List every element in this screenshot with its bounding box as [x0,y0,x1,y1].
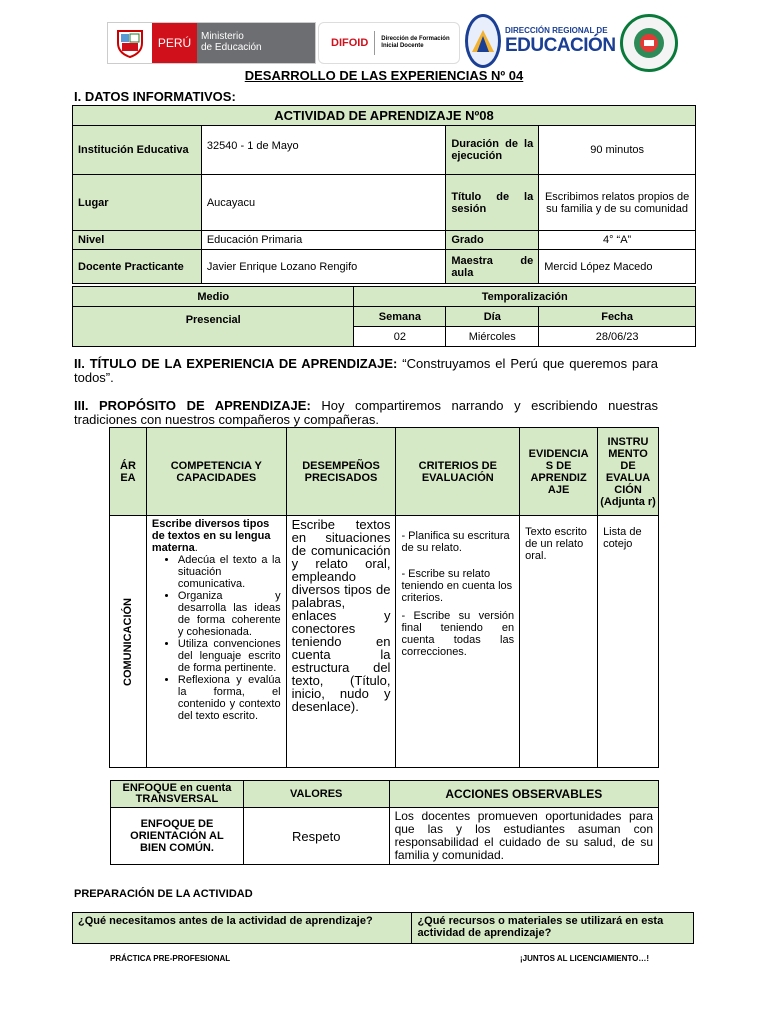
capacidades-list [152,554,281,722]
acciones-value: Los docentes promueven oportunidades para que las y los estudiantes asuman con responsabilidad el cuidado de su salud, de su familia y comunidad. [389,808,658,865]
fecha-label: Fecha [539,307,696,327]
h-competencia: COMPETENCIA Y CAPACIDADES [146,428,286,516]
maestra-label: Maestra de aula [446,250,539,284]
h-instrumento: INSTRU MENTO DE EVALUA CIÓN (Adjunta r) [598,428,659,516]
enfoque-table [110,780,659,865]
medio-label: Medio [73,287,354,307]
capacidad-item: • Utiliza convenciones del lenguaje escrito de forma pertinente. [178,638,281,674]
grado-label: Grado [446,231,539,250]
document-title: DESARROLLO DE LAS EXPERIENCIAS Nº 04 [244,68,524,83]
docente-value: Javier Enrique Lozano Rengifo [201,250,445,284]
criterio-item: - Planifica su escritura de su relato. [401,530,510,554]
titulo-value: Escribimos relatos propios de su familia y de su comunidad [539,175,696,231]
section-3-text: Hoy compartiremos narrando y escribiendo nuestras tradiciones con nuestros compañeros y compañeras. [74,398,659,427]
section-3 [74,399,658,427]
h-evidencias: EVIDENCIA S DE APRENDIZ AJE [520,428,598,516]
lugar-label: Lugar [73,175,202,231]
dre-logo [465,16,616,66]
criterios-cell [396,516,520,768]
nivel-label: Nivel [73,231,202,250]
fecha-value: 28/06/23 [539,327,696,347]
dre-small-label: DIRECCIÓN REGIONAL DE [505,25,608,35]
minedu-logo [107,22,316,64]
grado-value: 4° “A” [539,231,696,250]
temporal-table [72,286,696,347]
peru-label: PERÚ [152,23,197,63]
medio-value: Presencial [73,307,354,347]
competencia-cell: Escribe diversos tipos de textos en su lengua materna. • Adecúa el texto a la situación comunicativa. • Organiza y desarrolla las ideas de forma coherente y cohesionada. • Utiliza convenciones del lenguaje escrito de forma pertinente. • Reflexiona y evalúa la forma, el contenido y contexto del texto escrito. [146,516,286,768]
inst-value: 32540 - 1 de Mayo [201,126,445,175]
preparacion-q1: ¿Qué necesitamos antes de la actividad de aprendizaje? [73,913,412,944]
h-valores: VALORES [243,781,389,808]
ministerio-label: Ministerio de Educación [197,23,315,63]
enfoque-value: ENFOQUE DE ORIENTACIÓN AL BIEN COMÚN. [111,808,244,865]
competencias-table [109,427,659,768]
section-2 [74,357,658,385]
section-2-text: “Construyamos el Perú que queremos para todos”. [74,356,659,385]
semana-value: 02 [354,327,446,347]
peru-shield-icon [108,23,152,63]
docente-label: Docente Practicante [73,250,202,284]
dia-value: Miércoles [446,327,539,347]
desempeno-cell: Escribe textos en situaciones de comunicación y relato oral, empleando diversos tipos de palabras, enlaces y conectores teniendo en cuenta la estructura del texto, (Título, inicio, nudo y desenlace). [286,516,396,768]
temporal-label: Temporalización [354,287,696,307]
criterio-item: - Escribe su relato teniendo en cuenta los criterios. [401,568,513,604]
area-cell [110,516,147,768]
preparacion-q2: ¿Qué recursos o materiales se utilizará en esta actividad de aprendizaje? [412,913,694,944]
regional-seal-icon [620,14,678,72]
nivel-value: Educación Primaria [201,231,445,250]
valor-value: Respeto [243,808,389,865]
difoid-sub-label: Dirección de Formación Inicial Docente [381,36,450,49]
preparacion-table [72,912,694,944]
instrumento-cell: Lista de cotejo [598,516,659,768]
footer-right: ¡JUNTOS AL LICENCIAMIENTO…! [520,954,650,963]
evidencia-cell: Texto escrito de un relato oral. [520,516,598,768]
competencia-title: Escribe diversos tipos de textos en su lengua materna [151,518,271,554]
area-label: COMUNICACIÓN [121,597,134,686]
capacidad-item: • Reflexiona y evalúa la forma, el contenido y contexto del texto escrito. [178,674,281,722]
semana-label: Semana [354,307,446,327]
difoid-divider [374,31,375,55]
h-criterios: CRITERIOS DE EVALUACIÓN [396,428,520,516]
dre-emblem-icon [465,14,501,68]
dre-big-label: EDUCACIÓN [505,34,616,56]
capacidad-item: • Organiza y desarrolla las ideas de forma coherente y cohesionada. [178,590,281,638]
difoid-logo [318,22,460,64]
dia-label: Día [446,307,539,327]
difoid-label: DIFOID [331,37,369,49]
h-area: ÁR EA [110,428,147,516]
maestra-value: Mercid López Macedo [539,250,696,284]
actividad-header: ACTIVIDAD DE APRENDIZAJE Nº08 [73,106,696,126]
criterio-item: - Escribe su versión final teniendo en cuenta todas las correcciones. [401,610,515,658]
section-3-label: III. PROPÓSITO DE APRENDIZAJE: [74,398,311,413]
datos-table [72,105,696,284]
section-1-heading: I. DATOS INFORMATIVOS: [74,89,236,104]
h-desempenos: DESEMPEÑOS PRECISADOS [286,428,396,516]
h-acciones: ACCIONES OBSERVABLES [389,781,658,808]
lugar-value: Aucayacu [201,175,445,231]
titulo-label: Título de la sesión [446,175,539,231]
section-2-label: II. TÍTULO DE LA EXPERIENCIA DE APRENDIZAJE: [74,356,398,371]
duracion-value: 90 minutos [539,126,696,175]
duracion-label: Duración de la ejecución [446,126,539,175]
inst-label: Institución Educativa [73,126,202,175]
h-enfoque: ENFOQUE en cuenta TRANSVERSAL [111,781,244,808]
preparacion-title: PREPARACIÓN DE LA ACTIVIDAD [74,888,253,900]
capacidad-item: • Adecúa el texto a la situación comunicativa. [178,554,281,590]
footer-left: PRÁCTICA PRE-PROFESIONAL [110,954,231,963]
